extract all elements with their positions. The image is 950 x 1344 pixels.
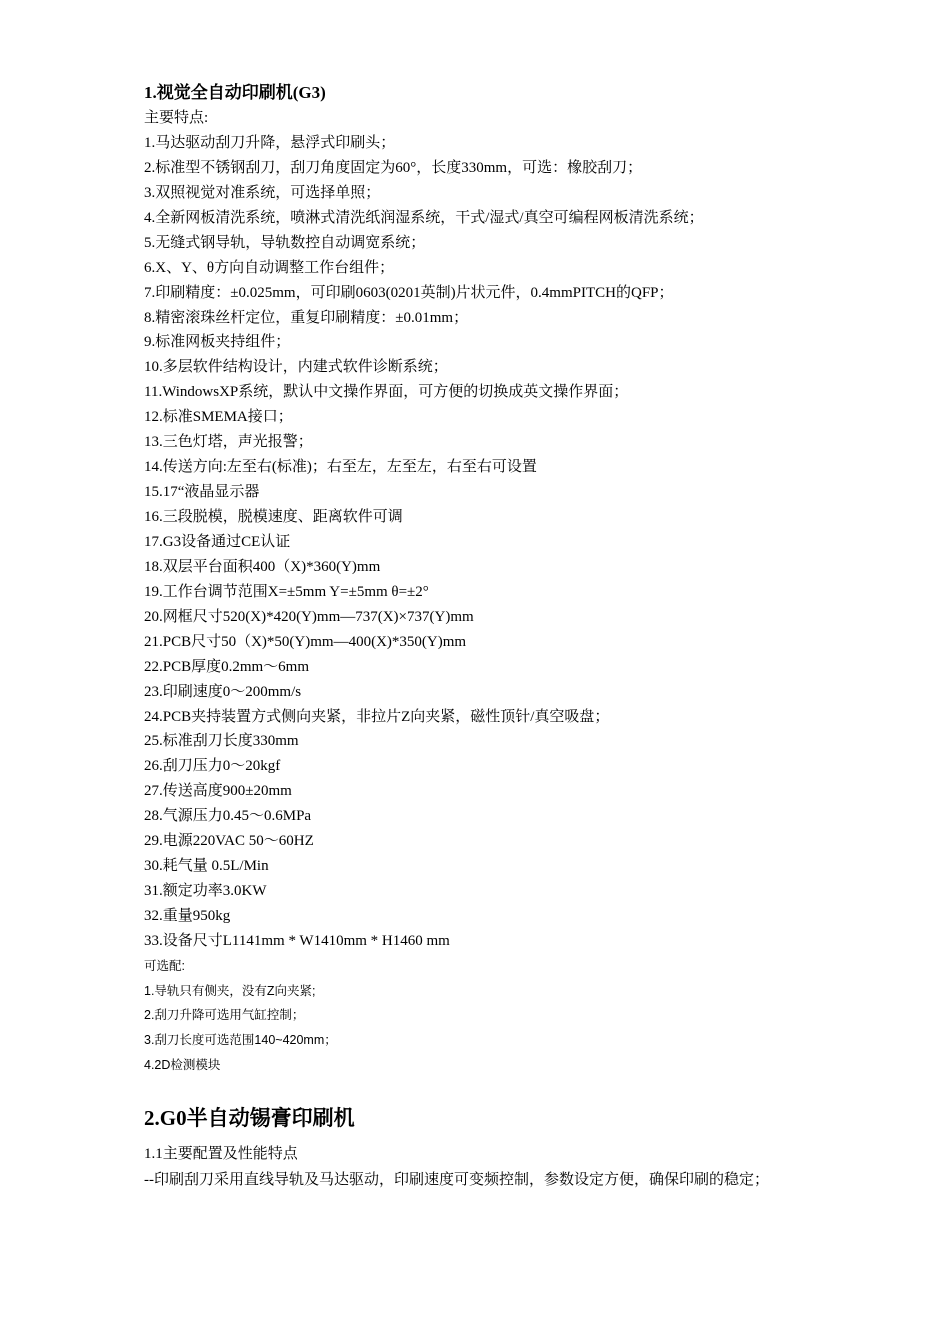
feature-item: 9.标准网板夹持组件；	[144, 334, 291, 351]
feature-item: 17.G3设备通过CE认证	[144, 533, 291, 550]
feature-item: 18.双层平台面积400（X)*360(Y)mm	[144, 558, 381, 575]
option-item: 4.2D检测模块	[144, 1058, 221, 1073]
feature-item: 20.网框尺寸520(X)*420(Y)mm—737(X)×737(Y)mm	[144, 608, 474, 625]
feature-item: 15.17“液晶显示器	[144, 484, 260, 501]
features-heading: 主要特点:	[144, 110, 209, 126]
feature-item: 32.重量950kg	[144, 908, 231, 924]
feature-item: 29.电源220VAC 50～60HZ	[144, 833, 314, 850]
feature-item: 27.传送高度900±20mm	[144, 783, 292, 800]
feature-item: 21.PCB尺寸50（X)*50(Y)mm—400(X)*350(Y)mm	[144, 633, 467, 650]
document-content	[144, 80, 814, 1193]
feature-item: 19.工作台调节范围X=±5mm Y=±5mm θ=±2°	[144, 583, 429, 600]
feature-item: 3.双照视觉对准系统，可选择单照；	[144, 184, 381, 201]
feature-item: 7.印刷精度：±0.025mm，可印刷0603(0201英制)片状元件，0.4mmPITCH的QFP；	[144, 284, 674, 301]
feature-item: 5.无缝式钢导轨，导轨数控自动调宽系统；	[144, 234, 426, 251]
feature-item: 4.全新网板清洗系统，喷淋式清洗纸润湿系统，干式/湿式/真空可编程网板清洗系统；	[144, 209, 704, 226]
feature-item: 12.标准SMEMA接口；	[144, 409, 293, 426]
section-2-title: 2.G0半自动锡膏印刷机	[144, 1105, 355, 1130]
feature-item: 8.精密滚珠丝杆定位，重复印刷精度：±0.01mm；	[144, 309, 469, 326]
feature-item: 22.PCB厚度0.2mm～6mm	[144, 658, 310, 675]
option-item: 1.导轨只有侧夹，没有Z向夹紧;	[144, 983, 316, 998]
feature-item: 13.三色灯塔，声光报警；	[144, 434, 313, 451]
feature-item: 2.标准型不锈钢刮刀，刮刀角度固定为60°，长度330mm，可选：橡胶刮刀；	[144, 159, 643, 176]
feature-item: 31.额定功率3.0KW	[144, 883, 267, 900]
feature-item: 14.传送方向:左至右(标准)；右至左，左至左，右至右可设置	[144, 459, 537, 476]
option-item: 2.刮刀升降可选用气缸控制；	[144, 1008, 305, 1023]
feature-item: 16.三段脱模，脱模速度、距离软件可调	[144, 509, 403, 525]
feature-item: 25.标准刮刀长度330mm	[144, 733, 299, 750]
feature-item: 6.X、Y、θ方向自动调整工作台组件；	[144, 259, 395, 276]
feature-item: 24.PCB夹持装置方式侧向夹紧，非拉片Z向夹紧，磁性顶针/真空吸盘；	[144, 708, 610, 725]
options-heading: 可选配:	[144, 958, 185, 973]
feature-item: 30.耗气量 0.5L/Min	[144, 858, 269, 875]
feature-item: 10.多层软件结构设计，内建式软件诊断系统；	[144, 359, 448, 376]
feature-item: 1.马达驱动刮刀升降，悬浮式印刷头；	[144, 134, 396, 151]
feature-item: 11.WindowsXP系统，默认中文操作界面，可方便的切换成英文操作界面；	[144, 384, 629, 401]
section-2-body	[144, 1141, 814, 1193]
feature-item: 23.印刷速度0～200mm/s	[144, 683, 302, 700]
options-list	[144, 979, 814, 1078]
feature-item: 28.气源压力0.45～0.6MPa	[144, 808, 312, 825]
section-2-paragraph: --印刷刮刀采用直线导轨及马达驱动，印刷速度可变频控制，参数设定方便，确保印刷的稳定；	[144, 1171, 769, 1188]
feature-list	[144, 131, 814, 954]
section-2-subheading: 1.1主要配置及性能特点	[144, 1145, 298, 1162]
section-1-title: 1.视觉全自动印刷机(G3)	[144, 83, 326, 102]
option-item: 3.刮刀长度可选范围140~420mm；	[144, 1033, 337, 1048]
feature-item: 33.设备尺寸L1141mm * W1410mm * H1460 mm	[144, 932, 450, 949]
feature-item: 26.刮刀压力0～20kgf	[144, 758, 281, 775]
